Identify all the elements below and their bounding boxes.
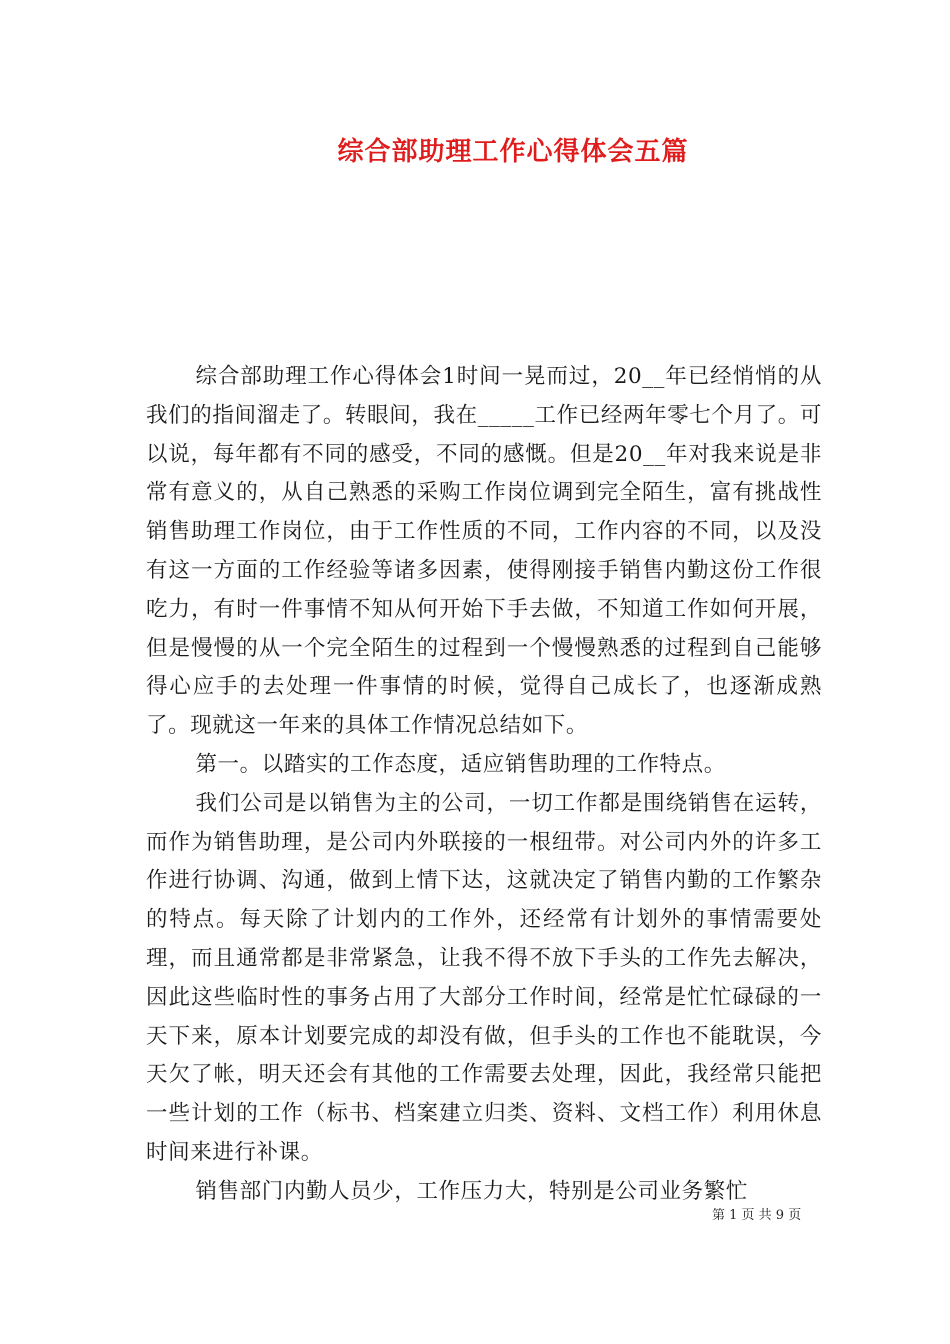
page-number-footer: 第 1 页 共 9 页 bbox=[712, 1208, 802, 1223]
paragraph-section-heading: 第一。以踏实的工作态度，适应销售助理的工作特点。 bbox=[195, 751, 726, 777]
document-body bbox=[146, 358, 822, 1212]
paragraph-workload: 销售部门内勤人员少，工作压力大，特别是公司业务繁忙 bbox=[195, 1178, 748, 1204]
page-title: 综合部助理工作心得体会五篇 bbox=[337, 137, 689, 167]
paragraph-intro: 综合部助理工作心得体会1时间一晃而过，20__年已经悄悄的从我们的指间溜走了。转眼间，我在_____工作已经两年零七个月了。可以说，每年都有不同的感受，不同的感慨。但是20__年对我来说是非常有意义的，从自己熟悉的采购工作岗位调到完全陌生，富有挑战性销售助理工作岗位，由于工作性质的不同，工作内容的不同，以及没有这一方面的工作经验等诸多因素，使得刚接手销售内勤这份工作很吃力，有时一件事情不知从何开始下手去做，不知道工作如何开展，但是慢慢的从一个完全陌生的过程到一个慢慢熟悉的过程到自己能够得心应手的去处理一件事情的时候，觉得自己成长了，也逐渐成熟了。现就这一年来的具体工作情况总结如下。 bbox=[146, 364, 822, 739]
paragraph-sales-role: 我们公司是以销售为主的公司，一切工作都是围绕销售在运转，而作为销售助理，是公司内外联接的一根纽带。对公司内外的许多工作进行协调、沟通，做到上情下达，这就决定了销售内勤的工作繁杂的特点。每天除了计划内的工作外，还经常有计划外的事情需要处理，而且通常都是非常紧急，让我不得不放下手头的工作先去解决，因此这些临时性的事务占用了大部分工作时间，经常是忙忙碌碌的一天下来，原本计划要完成的却没有做，但手头的工作也不能耽误，今天欠了帐，明天还会有其他的工作需要去处理，因此，我经常只能把一些计划的工作（标书、档案建立归类、资料、文档工作）利用休息时间来进行补课。 bbox=[146, 790, 822, 1165]
